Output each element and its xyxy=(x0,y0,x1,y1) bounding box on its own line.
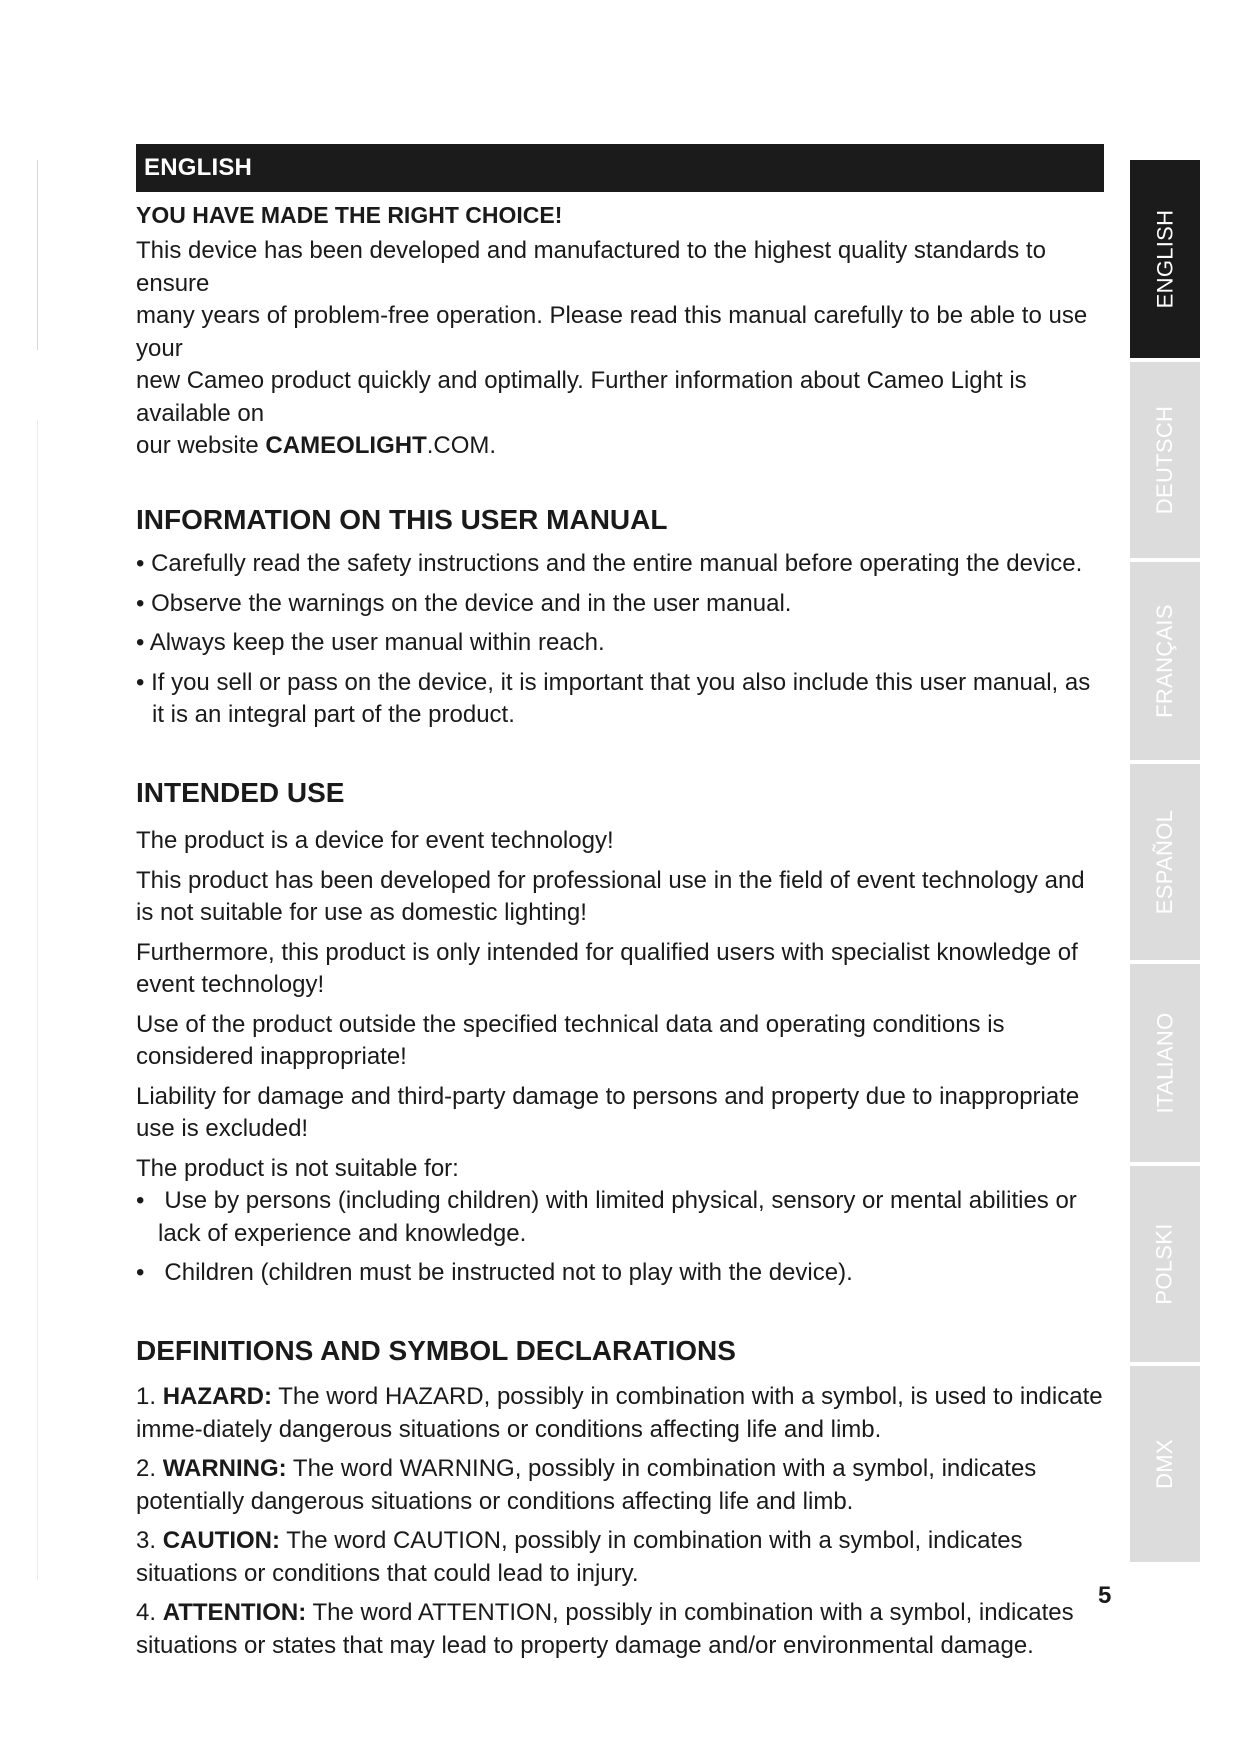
intro-paragraph xyxy=(136,235,1104,463)
side-tab-label: DMX xyxy=(1151,1439,1177,1489)
intro-line: new Cameo product quickly and optimally. Further information about Cameo Light is available on xyxy=(136,367,1027,427)
page-edge-line xyxy=(37,160,38,350)
user-manual-bullet-list xyxy=(136,548,1104,732)
paragraph: This product has been developed for professional use in the field of event technology and is not suitable for use as domestic lighting! xyxy=(136,866,1085,927)
section-heading-user-manual: INFORMATION ON THIS USER MANUAL xyxy=(136,503,668,535)
definition-term: ATTENTION: xyxy=(162,1599,307,1627)
list-item: • Observe the warnings on the device and in the user manual. xyxy=(136,588,1104,621)
list-item: • Use by persons (including children) with limited physical, sensory or mental abilities or lack of experience and knowledge. xyxy=(136,1185,1104,1250)
side-tab-espanol[interactable] xyxy=(1130,764,1200,960)
side-tab-dmx[interactable] xyxy=(1130,1366,1200,1562)
side-tab-english[interactable] xyxy=(1130,160,1200,358)
definition-text: The word CAUTION, possibly in combination with a symbol, indicates situations or conditions that could lead to injury. xyxy=(136,1527,1023,1587)
definition-item xyxy=(136,1453,1104,1518)
paragraph: The product is a device for event technology! xyxy=(136,827,614,855)
intro-line: many years of problem-free operation. Please read this manual carefully to be able to use your xyxy=(136,302,1088,362)
intro-text: our website xyxy=(136,432,266,459)
definition-term: HAZARD: xyxy=(162,1383,272,1411)
definition-term: WARNING: xyxy=(162,1455,287,1483)
list-item: • If you sell or pass on the device, it is important that you also include this user manual, as it is an integral part of the product. xyxy=(136,667,1104,732)
definition-number: 1. xyxy=(136,1383,163,1411)
list-item: • Children (children must be instructed not to play with the device). xyxy=(136,1257,1104,1290)
not-suitable-list xyxy=(136,1185,1104,1290)
list-item: • Always keep the user manual within reach. xyxy=(136,627,1104,660)
side-tab-italiano[interactable] xyxy=(1130,964,1200,1162)
paragraph: The product is not suitable for: xyxy=(136,1154,459,1182)
side-tab-label: POLSKI xyxy=(1152,1223,1178,1305)
page-edge-line xyxy=(37,420,38,1580)
manual-content xyxy=(136,144,1104,1669)
side-tab-label: ENGLISH xyxy=(1152,209,1177,309)
side-tab-deutsch[interactable] xyxy=(1130,362,1200,558)
definition-item xyxy=(136,1597,1104,1662)
definition-item xyxy=(136,1525,1104,1590)
intro-subtitle: YOU HAVE MADE THE RIGHT CHOICE! xyxy=(136,202,563,228)
website-brand: CAMEOLIGHT xyxy=(265,432,427,459)
side-tab-label: ESPAÑOL xyxy=(1152,809,1177,915)
website-suffix: .COM. xyxy=(426,432,497,459)
definition-number: 2. xyxy=(136,1455,163,1483)
intro-line xyxy=(136,430,1104,463)
side-tab-label: ITALIANO xyxy=(1152,1012,1178,1114)
definitions-body xyxy=(136,1381,1104,1662)
section-heading-intended-use: INTENDED USE xyxy=(136,776,345,808)
intended-use-body xyxy=(136,825,1104,1290)
language-header-bar xyxy=(136,144,1104,192)
paragraph: Furthermore, this product is only intended for qualified users with specialist knowledge of event technology! xyxy=(136,938,1078,999)
definition-term: CAUTION: xyxy=(162,1527,281,1555)
intro-line: This device has been developed and manufactured to the highest quality standards to ensure xyxy=(136,237,1046,297)
paragraph: Use of the product outside the specified technical data and operating conditions is considered inappropriate! xyxy=(136,1010,1005,1071)
definition-number: 3. xyxy=(136,1527,163,1555)
side-tab-francais[interactable] xyxy=(1130,562,1200,760)
paragraph: Liability for damage and third-party damage to persons and property due to inappropriate use is excluded! xyxy=(136,1082,1080,1143)
list-item: • Carefully read the safety instructions and the entire manual before operating the device. xyxy=(136,548,1104,581)
definition-number: 4. xyxy=(136,1599,163,1627)
side-tab-polski[interactable] xyxy=(1130,1166,1200,1362)
page-number: 5 xyxy=(1098,1582,1112,1609)
side-tab-label: DEUTSCH xyxy=(1152,405,1177,515)
definition-text: The word WARNING, possibly in combination with a symbol, indicates potentially dangerous situations or conditions affecting life and limb. xyxy=(136,1455,1037,1515)
definition-text: The word ATTENTION, possibly in combination with a symbol, indicates situations or states that may lead to property damage and/or environmental damage. xyxy=(136,1599,1074,1659)
language-title: ENGLISH xyxy=(144,154,253,181)
definition-item xyxy=(136,1381,1104,1446)
definition-text: The word HAZARD, possibly in combination with a symbol, is used to indicate imme-diately dangerous situations or conditions affecting life and limb. xyxy=(136,1383,1103,1443)
side-tab-label: FRANÇAIS xyxy=(1152,604,1178,718)
section-heading-definitions: DEFINITIONS AND SYMBOL DECLARATIONS xyxy=(136,1334,736,1366)
